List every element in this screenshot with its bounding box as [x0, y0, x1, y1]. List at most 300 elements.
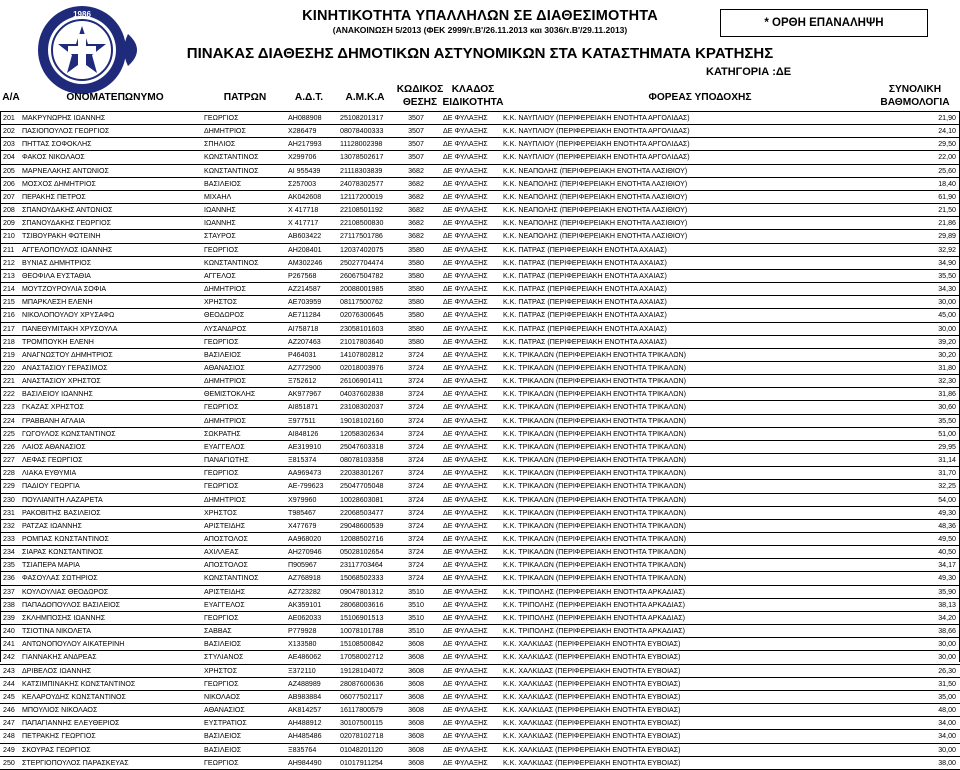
employee-name: ΒΥΝΙΑΣ ΔΗΜΗΤΡΙΟΣ — [22, 258, 92, 267]
father-name: ΧΡΗΣΤΟΣ — [204, 666, 238, 675]
total-score: 32,92 — [938, 245, 956, 254]
employee-name: ΣΚΛΗΜΠΟΣΗΣ ΙΩΑΝΝΗΣ — [22, 613, 106, 622]
employee-name: ΚΕΛΑΡΟΥΔΗΣ ΚΩΝΣΤΑΝΤΙΝΟΣ — [22, 692, 126, 701]
branch: ΔΕ ΦΥΛΑΞΗΣ — [443, 127, 488, 136]
col-header-position-code-line1: ΚΩΔΙΚΟΣ — [396, 84, 444, 95]
branch: ΔΕ ΦΥΛΑΞΗΣ — [443, 745, 488, 754]
table-row — [0, 204, 960, 217]
position-code: 3682 — [408, 166, 424, 175]
row-number: 220 — [3, 363, 15, 372]
receiving-agency: Κ.Κ. ΤΡΙΚΑΛΩΝ (ΠΕΡΙΦΕΡΕΙΑΚΗ ΕΝΟΤΗΤΑ ΤΡΙΚΑΛΩΝ) — [503, 390, 687, 399]
row-number: 229 — [3, 482, 15, 491]
position-code: 3724 — [408, 442, 424, 451]
id-card: ΑΖ214587 — [288, 285, 321, 294]
row-number: 216 — [3, 311, 15, 320]
father-name: ΑΠΟΣΤΟΛΟΣ — [204, 535, 248, 543]
total-score: 31,50 — [938, 679, 956, 688]
table-row — [0, 559, 960, 572]
id-card: Ξ815374 — [288, 456, 317, 465]
branch: ΔΕ ΦΥΛΑΞΗΣ — [443, 114, 488, 122]
amka: 29048600539 — [340, 521, 384, 530]
row-number: 245 — [3, 692, 15, 701]
employee-name: ΛΙΑΚΑ ΕΥΘΥΜΙΑ — [22, 469, 77, 478]
father-name: ΚΩΝΣΤΑΝΤΙΝΟΣ — [204, 166, 259, 175]
position-code: 3580 — [408, 285, 424, 294]
col-header-aa: Α/Α — [2, 92, 20, 103]
employee-name: ΣΠΑΝΟΥΔΑΚΗΣ ΓΕΩΡΓΙΟΣ — [22, 219, 111, 228]
id-card: ΑΜ302246 — [288, 258, 323, 267]
amka: 20088001985 — [340, 285, 384, 294]
employee-name: ΤΣΙΟΤΙΝΑ ΝΙΚΟΛΕΤΑ — [22, 627, 91, 636]
amka: 08078103358 — [340, 456, 384, 465]
id-card: ΑΗ485486 — [288, 732, 322, 741]
total-score: 31,14 — [938, 456, 956, 465]
employee-name: ΡΑΚΟΒΙΤΗΣ ΒΑΣΙΛΕΙΟΣ — [22, 508, 101, 517]
position-code: 3580 — [408, 271, 424, 280]
row-number: 228 — [3, 469, 15, 478]
branch: ΔΕ ΦΥΛΑΞΗΣ — [443, 258, 488, 267]
branch: ΔΕ ΦΥΛΑΞΗΣ — [443, 337, 488, 346]
position-code: 3608 — [408, 640, 424, 649]
table-row — [0, 191, 960, 204]
father-name: ΚΩΝΣΤΑΝΤΙΝΟΣ — [204, 153, 259, 162]
father-name: ΑΡΙΣΤΕΙΔΗΣ — [204, 587, 246, 596]
position-code: 3724 — [408, 561, 424, 570]
id-card: ΑΒ983884 — [288, 692, 322, 701]
employee-name: ΑΓΓΕΛΟΠΟΥΛΟΣ ΙΩΑΝΝΗΣ — [22, 245, 113, 254]
amka: 12037402075 — [340, 245, 384, 254]
row-number: 238 — [3, 600, 15, 609]
employee-name: ΠΑΝΕΘΥΜΙΤΑΚΗ ΧΡΥΣΟΥΛΑ — [22, 324, 118, 333]
table-row — [0, 730, 960, 743]
amka: 28087600636 — [340, 679, 384, 688]
total-score: 30,00 — [938, 324, 956, 333]
table-row — [0, 494, 960, 507]
branch: ΔΕ ΦΥΛΑΞΗΣ — [443, 166, 488, 175]
id-card: ΑΗ984490 — [288, 758, 322, 767]
receiving-agency: Κ.Κ. ΝΑΥΠΛΙΟΥ (ΠΕΡΙΦΕΡΕΙΑΚΗ ΕΝΟΤΗΤΑ ΑΡΓΟΛΙΔΑΣ) — [503, 153, 690, 162]
row-number: 237 — [3, 587, 15, 596]
table-row — [0, 257, 960, 270]
position-code: 3724 — [408, 482, 424, 491]
amka: 14107802812 — [340, 350, 384, 359]
row-number: 249 — [3, 745, 15, 754]
amka: 16117800579 — [340, 706, 383, 715]
row-number: 226 — [3, 442, 15, 451]
father-name: ΧΡΗΣΤΟΣ — [204, 298, 238, 307]
total-score: 49,30 — [938, 508, 956, 517]
receiving-agency: Κ.Κ. ΤΡΙΚΑΛΩΝ (ΠΕΡΙΦΕΡΕΙΑΚΗ ΕΝΟΤΗΤΑ ΤΡΙΚΑΛΩΝ) — [503, 403, 687, 412]
col-header-name: ΟΝΟΜΑΤΕΠΩΝΥΜΟ — [66, 92, 164, 103]
row-number: 240 — [3, 627, 15, 636]
branch: ΔΕ ΦΥΛΑΞΗΣ — [443, 548, 488, 557]
row-number: 211 — [3, 245, 15, 254]
table-row — [0, 651, 960, 664]
branch: ΔΕ ΦΥΛΑΞΗΣ — [443, 298, 488, 307]
total-score: 30,00 — [938, 745, 956, 754]
position-code: 3724 — [408, 535, 424, 543]
receiving-agency: Κ.Κ. ΠΑΤΡΑΣ (ΠΕΡΙΦΕΡΕΙΑΚΗ ΕΝΟΤΗΤΑ ΑΧΑΙΑΣ) — [503, 298, 667, 307]
receiving-agency: Κ.Κ. ΧΑΛΚΙΔΑΣ (ΠΕΡΙΦΕΡΕΙΑΚΗ ΕΝΟΤΗΤΑ ΕΥΒΟΙΑΣ) — [503, 758, 681, 767]
father-name: ΚΩΝΣΤΑΝΤΙΝΟΣ — [204, 258, 259, 267]
position-code: 3682 — [408, 232, 424, 241]
receiving-agency: Κ.Κ. ΝΕΑΠΟΛΗΣ (ΠΕΡΙΦΕΡΕΙΑΚΗ ΕΝΟΤΗΤΑ ΛΑΣΙΘΙΟΥ) — [503, 192, 688, 201]
receiving-agency: Κ.Κ. ΠΑΤΡΑΣ (ΠΕΡΙΦΕΡΕΙΑΚΗ ΕΝΟΤΗΤΑ ΑΧΑΙΑΣ) — [503, 337, 667, 346]
id-card: Χ477679 — [288, 521, 317, 530]
position-code: 3580 — [408, 324, 424, 333]
employee-name: ΠΑΠΑΓΙΑΝΝΗΣ ΕΛΕΥΘΕΡΙΟΣ — [22, 719, 120, 728]
id-card: ΑΙ758718 — [288, 324, 319, 333]
amka: 15108500842 — [340, 640, 384, 649]
total-score: 49,30 — [938, 574, 956, 583]
emblem-year: 1986 — [73, 10, 91, 19]
branch: ΔΕ ΦΥΛΑΞΗΣ — [443, 587, 488, 596]
employee-name: ΣΙΑΡΑΣ ΚΩΝΣΤΑΝΤΙΝΟΣ — [22, 548, 103, 557]
row-number: 232 — [3, 521, 15, 530]
amka: 27117501786 — [340, 232, 383, 241]
father-name: ΘΕΜΙΣΤΟΚΛΗΣ — [204, 390, 256, 399]
table-row — [0, 388, 960, 401]
branch: ΔΕ ΦΥΛΑΞΗΣ — [443, 311, 488, 320]
row-number: 215 — [3, 298, 15, 307]
col-header-branch-line2: ΕΙΔΙΚΟΤΗΤΑ — [442, 96, 504, 108]
id-card: Χ 417718 — [288, 206, 319, 215]
table-row — [0, 428, 960, 441]
branch: ΔΕ ΦΥΛΑΞΗΣ — [443, 758, 488, 767]
id-card: Τ985467 — [288, 508, 317, 517]
position-code: 3724 — [408, 429, 424, 438]
emblem-logo — [22, 4, 164, 96]
branch: ΔΕ ΦΥΛΑΞΗΣ — [443, 456, 488, 465]
table-row — [0, 362, 960, 375]
row-number: 210 — [3, 232, 15, 241]
father-name: ΣΤΥΛΙΑΝΟΣ — [204, 653, 244, 662]
total-score: 38,13 — [938, 600, 956, 609]
row-number: 225 — [3, 429, 15, 438]
table-row — [0, 704, 960, 717]
col-header-branch — [440, 84, 506, 112]
receiving-agency: Κ.Κ. ΤΡΙΠΟΛΗΣ (ΠΕΡΙΦΕΡΕΙΑΚΗ ΕΝΟΤΗΤΑ ΑΡΚΑΔΙΑΣ) — [503, 600, 685, 609]
table-row — [0, 401, 960, 414]
position-code: 3724 — [408, 377, 424, 386]
amka: 21118303839 — [340, 166, 383, 175]
id-card: ΑΗ217993 — [288, 140, 322, 149]
employee-name: ΣΤΕΡΓΙΟΠΟΥΛΟΣ ΠΑΡΑΣΚΕΥΑΣ — [22, 758, 129, 767]
table-row — [0, 717, 960, 730]
father-name: ΒΑΣΙΛΕΙΟΣ — [204, 179, 242, 188]
id-card: ΑΕ319910 — [288, 442, 322, 451]
total-score: 31,80 — [938, 363, 956, 372]
row-number: 202 — [3, 127, 15, 136]
amka: 22068503477 — [340, 508, 384, 517]
id-card: ΑΖ488989 — [288, 679, 321, 688]
total-score: 34,00 — [938, 732, 956, 741]
employee-name: ΓΡΑΒΒΑΝΗ ΑΓΛΑΙΑ — [22, 416, 86, 425]
row-number: 243 — [3, 666, 15, 675]
branch: ΔΕ ΦΥΛΑΞΗΣ — [443, 179, 488, 188]
position-code: 3724 — [408, 363, 424, 372]
id-card: ΑΚ814257 — [288, 706, 322, 715]
father-name: ΓΕΩΡΓΙΟΣ — [204, 469, 239, 478]
total-score: 21,86 — [938, 219, 956, 228]
total-score: 51,00 — [938, 429, 956, 438]
employee-name: ΛΑΙΟΣ ΑΘΑΝΑΣΙΟΣ — [22, 442, 86, 451]
father-name: ΑΡΙΣΤΕΙΔΗΣ — [204, 521, 246, 530]
id-card: ΑΕ-799623 — [288, 482, 324, 491]
total-score: 61,90 — [938, 192, 956, 201]
position-code: 3510 — [408, 600, 424, 609]
employee-name: ΓΙΑΝΝΑΚΗΣ ΑΝΔΡΕΑΣ — [22, 653, 97, 662]
table-row — [0, 323, 960, 336]
position-code: 3608 — [408, 719, 424, 728]
receiving-agency: Κ.Κ. ΝΕΑΠΟΛΗΣ (ΠΕΡΙΦΕΡΕΙΑΚΗ ΕΝΟΤΗΤΑ ΛΑΣΙΘΙΟΥ) — [503, 219, 688, 228]
id-card: ΑΖ723282 — [288, 587, 321, 596]
total-score: 29,89 — [938, 232, 956, 241]
branch: ΔΕ ΦΥΛΑΞΗΣ — [443, 561, 488, 570]
table-row — [0, 691, 960, 704]
id-card: ΑΒ603422 — [288, 232, 322, 241]
row-number: 219 — [3, 350, 15, 359]
amka: 08117500762 — [340, 298, 383, 307]
row-number: 231 — [3, 508, 15, 517]
employee-name: ΠΑΔΙΟΥ ΓΕΩΡΓΙΑ — [22, 482, 80, 491]
receiving-agency: Κ.Κ. ΠΑΤΡΑΣ (ΠΕΡΙΦΕΡΕΙΑΚΗ ΕΝΟΤΗΤΑ ΑΧΑΙΑΣ) — [503, 258, 667, 267]
employee-name: ΤΣΙΒΟΥΡΑΚΗ ΦΩΤΕΙΝΗ — [22, 232, 101, 241]
row-number: 208 — [3, 206, 15, 215]
receiving-agency: Κ.Κ. ΝΑΥΠΛΙΟΥ (ΠΕΡΙΦΕΡΕΙΑΚΗ ΕΝΟΤΗΤΑ ΑΡΓΟΛΙΔΑΣ) — [503, 140, 690, 149]
position-code: 3608 — [408, 758, 424, 767]
row-number: 224 — [3, 416, 15, 425]
row-number: 236 — [3, 574, 15, 583]
receiving-agency: Κ.Κ. ΧΑΛΚΙΔΑΣ (ΠΕΡΙΦΕΡΕΙΑΚΗ ΕΝΟΤΗΤΑ ΕΥΒΟΙΑΣ) — [503, 719, 681, 728]
receiving-agency: Κ.Κ. ΤΡΙΚΑΛΩΝ (ΠΕΡΙΦΕΡΕΙΑΚΗ ΕΝΟΤΗΤΑ ΤΡΙΚΑΛΩΝ) — [503, 482, 687, 491]
id-card: Χ 417717 — [288, 219, 319, 228]
id-card: ΑΕ703959 — [288, 298, 322, 307]
receiving-agency: Κ.Κ. ΝΕΑΠΟΛΗΣ (ΠΕΡΙΦΕΡΕΙΑΚΗ ΕΝΟΤΗΤΑ ΛΑΣΙΘΙΟΥ) — [503, 166, 688, 175]
id-card: ΑΕ486062 — [288, 653, 322, 662]
amka: 10028603081 — [340, 495, 384, 504]
employee-name: ΦΑΣΟΥΛΑΣ ΣΩΤΗΡΙΟΣ — [22, 574, 98, 583]
father-name: ΔΗΜΗΤΡΙΟΣ — [204, 285, 246, 294]
branch: ΔΕ ΦΥΛΑΞΗΣ — [443, 416, 488, 425]
amka: 15068502333 — [340, 574, 384, 583]
total-score: 34,20 — [938, 613, 956, 622]
father-name: ΒΑΣΙΛΕΙΟΣ — [204, 745, 242, 754]
employee-name: ΡΑΤΖΑΣ ΙΩΑΝΝΗΣ — [22, 521, 82, 530]
receiving-agency: Κ.Κ. ΤΡΙΚΑΛΩΝ (ΠΕΡΙΦΕΡΕΙΑΚΗ ΕΝΟΤΗΤΑ ΤΡΙΚΑΛΩΝ) — [503, 535, 687, 543]
position-code: 3724 — [408, 416, 424, 425]
table-row — [0, 599, 960, 612]
assignment-table — [0, 112, 960, 770]
employee-name: ΠΕΡΑΚΗΣ ΠΕΤΡΟΣ — [22, 192, 86, 201]
position-code: 3580 — [408, 298, 424, 307]
amka: 08078400333 — [340, 127, 384, 136]
receiving-agency: Κ.Κ. ΧΑΛΚΙΔΑΣ (ΠΕΡΙΦΕΡΕΙΑΚΗ ΕΝΟΤΗΤΑ ΕΥΒΟΙΑΣ) — [503, 706, 681, 715]
branch: ΔΕ ΦΥΛΑΞΗΣ — [443, 508, 488, 517]
branch: ΔΕ ΦΥΛΑΞΗΣ — [443, 732, 488, 741]
father-name: ΔΗΜΗΤΡΙΟΣ — [204, 416, 246, 425]
position-code: 3724 — [408, 508, 424, 517]
row-number: 241 — [3, 640, 15, 649]
id-card: ΑΗ088908 — [288, 114, 322, 122]
branch: ΔΕ ΦΥΛΑΞΗΣ — [443, 219, 488, 228]
table-row — [0, 296, 960, 309]
table-row — [0, 309, 960, 322]
receiving-agency: Κ.Κ. ΤΡΙΚΑΛΩΝ (ΠΕΡΙΦΕΡΕΙΑΚΗ ΕΝΟΤΗΤΑ ΤΡΙΚΑΛΩΝ) — [503, 363, 687, 372]
table-row — [0, 520, 960, 533]
father-name: ΑΘΑΝΑΣΙΟΣ — [204, 706, 245, 715]
employee-name: ΜΠΑΡΚΛΕΣΗ ΕΛΕΝΗ — [22, 298, 93, 307]
id-card: Χ299706 — [288, 153, 317, 162]
position-code: 3682 — [408, 219, 424, 228]
branch: ΔΕ ΦΥΛΑΞΗΣ — [443, 692, 488, 701]
father-name: ΧΡΗΣΤΟΣ — [204, 508, 238, 517]
employee-name: ΦΑΚΟΣ ΝΙΚΟΛΑΟΣ — [22, 153, 85, 162]
amka: 04037602838 — [340, 390, 384, 399]
father-name: ΣΩΚΡΑΤΗΣ — [204, 429, 241, 438]
branch: ΔΕ ΦΥΛΑΞΗΣ — [443, 390, 488, 399]
father-name: ΓΕΩΡΓΙΟΣ — [204, 482, 239, 491]
branch: ΔΕ ΦΥΛΑΞΗΣ — [443, 232, 488, 241]
table-row — [0, 744, 960, 757]
father-name: ΔΗΜΗΤΡΙΟΣ — [204, 127, 246, 136]
total-score: 39,20 — [938, 337, 956, 346]
father-name: ΔΗΜΗΤΡΙΟΣ — [204, 377, 246, 386]
row-number: 212 — [3, 258, 15, 267]
branch: ΔΕ ΦΥΛΑΞΗΣ — [443, 429, 488, 438]
receiving-agency: Κ.Κ. ΤΡΙΚΑΛΩΝ (ΠΕΡΙΦΕΡΕΙΑΚΗ ΕΝΟΤΗΤΑ ΤΡΙΚΑΛΩΝ) — [503, 574, 687, 583]
id-card: Χ979960 — [288, 495, 317, 504]
amka: 09047801312 — [340, 587, 384, 596]
position-code: 3682 — [408, 179, 424, 188]
position-code: 3682 — [408, 206, 424, 215]
branch: ΔΕ ΦΥΛΑΞΗΣ — [443, 153, 488, 162]
row-number: 230 — [3, 495, 15, 504]
total-score: 34,17 — [938, 561, 956, 570]
table-row — [0, 507, 960, 520]
table-row — [0, 112, 960, 125]
employee-name: ΓΩΓΟΥΛΟΣ ΚΩΝΣΤΑΝΤΙΝΟΣ — [22, 429, 116, 438]
father-name: ΓΕΩΡΓΙΟΣ — [204, 403, 239, 412]
row-number: 213 — [3, 271, 15, 280]
table-row — [0, 757, 960, 770]
receiving-agency: Κ.Κ. ΤΡΙΠΟΛΗΣ (ΠΕΡΙΦΕΡΕΙΑΚΗ ΕΝΟΤΗΤΑ ΑΡΚΑΔΙΑΣ) — [503, 627, 685, 636]
amka: 22038301267 — [340, 469, 384, 478]
employee-name: ΣΚΟΥΡΑΣ ΓΕΩΡΓΙΟΣ — [22, 745, 91, 754]
total-score: 21,90 — [938, 114, 956, 122]
branch: ΔΕ ΦΥΛΑΞΗΣ — [443, 245, 488, 254]
amka: 11128002398 — [340, 140, 383, 149]
father-name: ΓΕΩΡΓΙΟΣ — [204, 245, 239, 254]
id-card: Χ133580 — [288, 640, 317, 649]
receiving-agency: Κ.Κ. ΤΡΙΚΑΛΩΝ (ΠΕΡΙΦΕΡΕΙΑΚΗ ΕΝΟΤΗΤΑ ΤΡΙΚΑΛΩΝ) — [503, 508, 687, 517]
receiving-agency: Κ.Κ. ΤΡΙΚΑΛΩΝ (ΠΕΡΙΦΕΡΕΙΑΚΗ ΕΝΟΤΗΤΑ ΤΡΙΚΑΛΩΝ) — [503, 429, 687, 438]
table-row — [0, 138, 960, 151]
document-subtitle: (ΑΝΑΚΟΙΝΩΣΗ 5/2013 (ΦΕΚ 2999/τ.Β'/26.11.2013 και 3036/τ.Β'/29.11.2013) — [332, 25, 628, 35]
amka: 25027704474 — [340, 258, 384, 267]
receiving-agency: Κ.Κ. ΝΑΥΠΛΙΟΥ (ΠΕΡΙΦΕΡΕΙΑΚΗ ΕΝΟΤΗΤΑ ΑΡΓΟΛΙΔΑΣ) — [503, 127, 690, 136]
father-name: ΓΕΩΡΓΙΟΣ — [204, 337, 239, 346]
father-name: ΒΑΣΙΛΕΙΟΣ — [204, 640, 242, 649]
col-header-amka: Α.Μ.Κ.Α — [345, 92, 385, 103]
row-number: 242 — [3, 653, 15, 662]
total-score: 38,66 — [938, 627, 956, 636]
col-header-position-code-line2: ΘΕΣΗΣ — [402, 96, 438, 108]
employee-name: ΠΕΤΡΑΚΗΣ ΓΕΩΡΓΙΟΣ — [22, 732, 96, 741]
receiving-agency: Κ.Κ. ΠΑΤΡΑΣ (ΠΕΡΙΦΕΡΕΙΑΚΗ ΕΝΟΤΗΤΑ ΑΧΑΙΑΣ) — [503, 285, 667, 294]
position-code: 3724 — [408, 548, 424, 557]
table-row — [0, 441, 960, 454]
branch: ΔΕ ΦΥΛΑΞΗΣ — [443, 192, 488, 201]
total-score: 22,00 — [938, 153, 956, 162]
id-card: Ξ835764 — [288, 745, 317, 754]
position-code: 3507 — [408, 114, 424, 122]
position-code: 3608 — [408, 745, 424, 754]
amka: 25047705048 — [340, 482, 384, 491]
receiving-agency: Κ.Κ. ΤΡΙΚΑΛΩΝ (ΠΕΡΙΦΕΡΕΙΑΚΗ ΕΝΟΤΗΤΑ ΤΡΙΚΑΛΩΝ) — [503, 495, 687, 504]
father-name: ΒΑΣΙΛΕΙΟΣ — [204, 732, 242, 741]
row-number: 235 — [3, 561, 15, 570]
father-name: ΛΥΣΑΝΔΡΟΣ — [204, 324, 247, 333]
receiving-agency: Κ.Κ. ΧΑΛΚΙΔΑΣ (ΠΕΡΙΦΕΡΕΙΑΚΗ ΕΝΟΤΗΤΑ ΕΥΒΟΙΑΣ) — [503, 692, 681, 701]
branch: ΔΕ ΦΥΛΑΞΗΣ — [443, 350, 488, 359]
branch: ΔΕ ΦΥΛΑΞΗΣ — [443, 495, 488, 504]
table-row — [0, 665, 960, 678]
father-name: ΣΑΒΒΑΣ — [204, 627, 232, 636]
employee-name: ΤΣΙΑΠΕΡΑ ΜΑΡΙΑ — [22, 561, 80, 570]
employee-name: ΛΕΦΑΣ ΓΕΩΡΓΙΟΣ — [22, 456, 83, 465]
table-row — [0, 349, 960, 362]
total-score: 48,00 — [938, 706, 956, 715]
table-row — [0, 586, 960, 599]
employee-name: ΝΙΚΟΛΟΠΟΥΛΟΥ ΧΡΥΣΑΦΩ — [22, 311, 115, 320]
total-score: 30,00 — [938, 298, 956, 307]
receiving-agency: Κ.Κ. ΧΑΛΚΙΔΑΣ (ΠΕΡΙΦΕΡΕΙΑΚΗ ΕΝΟΤΗΤΑ ΕΥΒΟΙΑΣ) — [503, 679, 681, 688]
employee-name: ΠΑΠΑΔΟΠΟΥΛΟΣ ΒΑΣΙΛΕΙΟΣ — [22, 600, 121, 609]
position-code: 3724 — [408, 574, 424, 583]
id-card: ΑΑ969473 — [288, 469, 322, 478]
position-code: 3580 — [408, 311, 424, 320]
branch: ΔΕ ΦΥΛΑΞΗΣ — [443, 679, 488, 688]
id-card: ΑΙ848126 — [288, 429, 319, 438]
branch: ΔΕ ΦΥΛΑΞΗΣ — [443, 324, 488, 333]
father-name: ΣΤΑΥΡΟΣ — [204, 232, 236, 241]
father-name: ΓΕΩΡΓΙΟΣ — [204, 613, 239, 622]
amka: 10078101788 — [340, 627, 384, 636]
amka: 05028102654 — [340, 548, 384, 557]
amka: 01048201120 — [340, 745, 383, 754]
amka: 15106901513 — [340, 613, 384, 622]
table-row — [0, 454, 960, 467]
amka: 25047603318 — [340, 442, 384, 451]
row-number: 234 — [3, 548, 15, 557]
id-card: ΑΖ768918 — [288, 574, 321, 583]
father-name: ΕΥΑΓΓΕΛΟΣ — [204, 600, 245, 609]
row-number: 246 — [3, 706, 15, 715]
total-score: 29,50 — [938, 140, 956, 149]
position-code: 3507 — [408, 140, 424, 149]
table-row — [0, 125, 960, 138]
receiving-agency: Κ.Κ. ΤΡΙΚΑΛΩΝ (ΠΕΡΙΦΕΡΕΙΑΚΗ ΕΝΟΤΗΤΑ ΤΡΙΚΑΛΩΝ) — [503, 521, 687, 530]
employee-name: ΜΠΟΥΛΙΟΣ ΝΙΚΟΛΑΟΣ — [22, 706, 98, 715]
table-row — [0, 625, 960, 638]
position-code: 3724 — [408, 521, 424, 530]
col-header-father: ΠΑΤΡΩΝ — [223, 92, 267, 103]
id-card: ΑΙ 955439 — [288, 166, 321, 175]
table-row — [0, 336, 960, 349]
total-score: 32,30 — [938, 377, 956, 386]
father-name: ΙΩΑΝΝΗΣ — [204, 206, 236, 215]
